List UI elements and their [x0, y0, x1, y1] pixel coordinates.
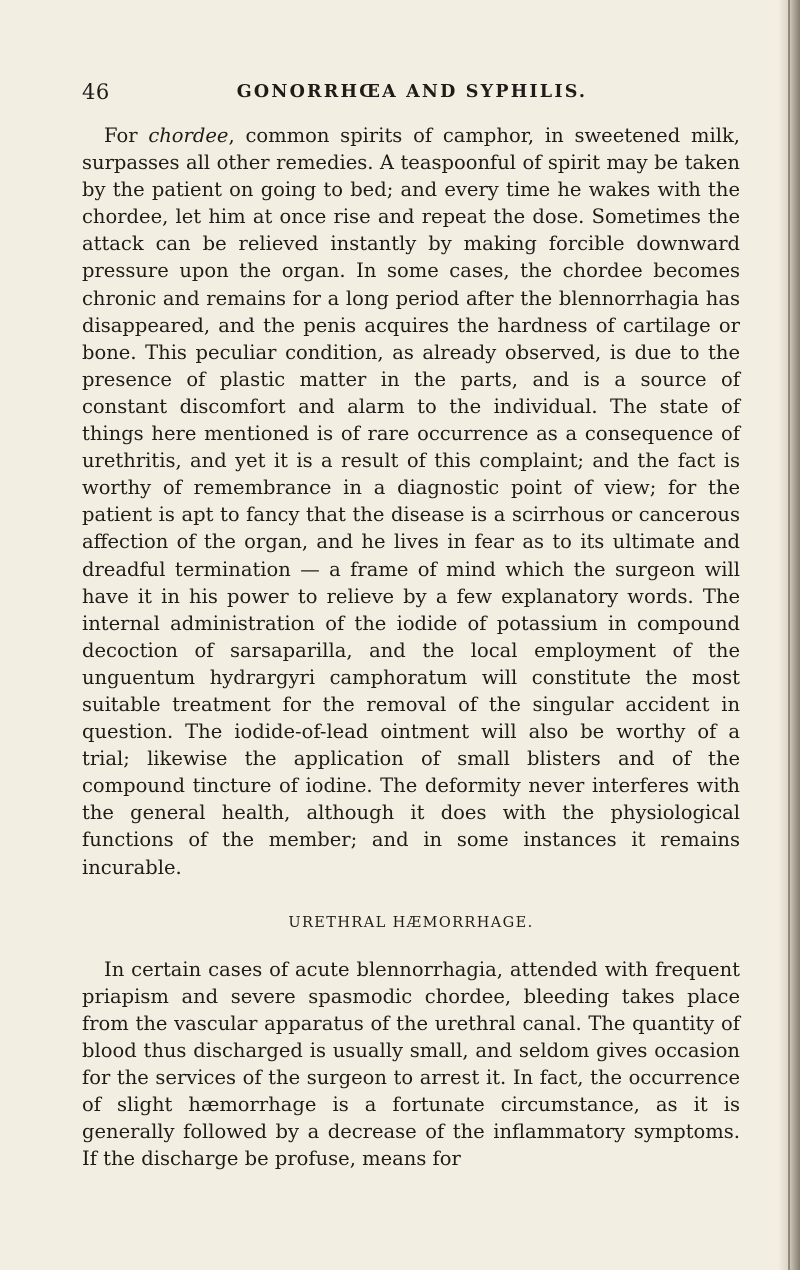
paragraph-chordee-treatment: [82, 122, 740, 881]
page-edge-line: [788, 0, 790, 1270]
paragraph-body: , common spirits of camphor, in sweetened milk, surpasses all other remedies. A teaspoonful of spirit may be taken by the patient on going to bed; and every time he wakes with the chordee, let him at once rise and repeat the dose. Sometimes the attack can be relieved instantly by making forcible downward pressure upon the organ. In some cases, the chordee becomes chronic and remains for a long period after the blennorrhagia has disappeared, and the penis acquires the hardness of cartilage or bone. This peculiar condition, as already observed, is due to the presence of plastic matter in the parts, and is a source of constant discomfort and alarm to the individual. The state of things here mentioned is of rare occurrence as a consequence of urethritis, and yet it is a result of this complaint; and the fact is worthy of remembrance in a diagnostic point of view; for the patient is apt to fancy that the disease is a scirrhous or cancerous affection of the organ, and he lives in fear as to its ultimate and dreadful termination — a frame of mind which the surgeon will have it in his power to relieve by a few explanatory words. The internal administration of the iodide of potassium in compound decoction of sarsaparilla, and the local employment of the unguentum hydrargyri camphoratum will constitute the most suitable treatment for the removal of the singular accident in question. The iodide-of-lead ointment will also be worthy of a trial; likewise the application of small blisters and of the compound tincture of iodine. The deformity never interferes with the general health, although it does with the physiological functions of the member; and in some instances it remains incurable.: [82, 124, 740, 879]
page-header: [82, 80, 742, 108]
paragraph-urethral-haemorrhage: In certain cases of acute blennorrhagia, attended with frequent priapism and severe spasmodic chordee, bleeding takes place from the vascular apparatus of the urethral canal. The quantity of blood thus discharged is usually small, and seldom gives occasion for the services of the surgeon to arrest it. In fact, the occurrence of slight hæmorrhage is a fortunate circumstance, as it is generally followed by a decrease of the inflammatory symptoms. If the discharge be profuse, means for: [82, 957, 740, 1171]
running-head: GONORRHŒA AND SYPHILIS.: [236, 82, 588, 102]
page-number: 46: [82, 80, 110, 104]
body-text: [82, 122, 740, 1172]
emphasized-term-chordee: chordee: [148, 124, 229, 147]
paragraph-lead: For: [104, 124, 149, 147]
section-heading: URETHRAL HÆMORRHAGE.: [288, 914, 534, 931]
